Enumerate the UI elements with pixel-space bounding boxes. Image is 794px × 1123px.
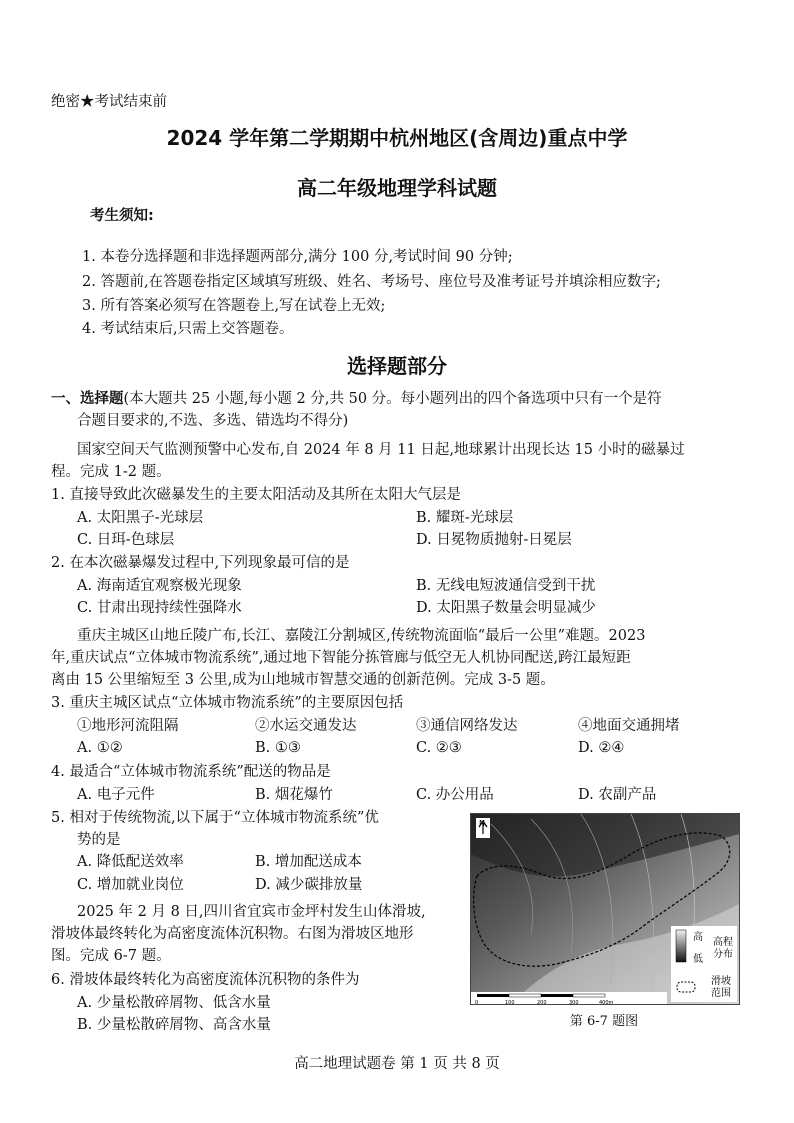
confidential-mark: 绝密★考试结束前 [51,94,167,110]
option-c: C. ②③ [416,740,462,756]
legend-elevation-2: 分布 [713,949,733,960]
option-c: C. 增加就业岗位 [77,877,184,893]
question-stem: 6. 滑坡体最终转化为高密度流体沉积物的条件为 [51,972,360,988]
option-a: A. ①② [77,740,123,756]
option-a: A. 少量松散碎屑物、低含水量 [77,995,271,1011]
part-desc-cont: 合题目要求的,不选、多选、错选均不得分) [77,413,349,429]
notice-heading: 考生须知: [90,208,154,224]
passage-text: 2025 年 2 月 8 日,四川省宜宾市金坪村发生山体滑坡, [77,904,426,920]
option-c: C. 甘肃出现持续性强降水 [77,600,242,616]
option-b: B. 耀斑-光球层 [416,510,514,526]
notice-item: 1. 本卷分选择题和非选择题两部分,满分 100 分,考试时间 90 分钟; [82,249,513,265]
legend-elevation: 高程 [713,937,733,948]
option-a: A. 电子元件 [77,787,155,803]
statement-2: ②水运交通发达 [255,718,357,734]
question-stem: 5. 相对于传统物流,以下属于“立体城市物流系统”优 [51,810,379,826]
statement-1: ①地形河流阻隔 [77,718,179,734]
part-desc: (本大题共 25 小题,每小题 2 分,共 50 分。每小题列出的四个备选项中只有一个是符 [123,391,662,407]
north-label: N [479,819,485,828]
exam-subtitle: 高二年级地理学科试题 [297,176,497,200]
option-b: B. 增加配送成本 [255,854,362,870]
question-stem: 2. 在本次磁暴爆发过程中,下列现象最可信的是 [51,555,350,571]
option-b: B. 烟花爆竹 [255,787,333,803]
legend-high: 高 [693,932,703,943]
landslide-terrain-map [470,813,740,1005]
terrain-image [471,814,739,1004]
notice-item: 3. 所有答案必须写在答题卷上,写在试卷上无效; [82,298,386,314]
passage-text: 国家空间天气监测预警中心发布,自 2024 年 8 月 11 日起,地球累计出现长达 15 小时的磁暴过 [77,442,685,458]
page-footer: 高二地理试题卷 第 1 页 共 8 页 [294,1056,500,1072]
option-b: B. ①③ [255,740,301,756]
question-stem: 1. 直接导致此次磁暴发生的主要太阳活动及其所在太阳大气层是 [51,487,461,503]
passage-text: 重庆主城区山地丘陵广布,长江、嘉陵江分割城区,传统物流面临“最后一公里”难题。2023 [77,628,646,644]
option-d: D. 太阳黑子数量会明显减少 [416,600,596,616]
scale-label: 100 [505,1000,515,1004]
passage-text: 程。完成 1-2 题。 [51,464,171,480]
question-stem-cont: 势的是 [77,832,121,848]
notice-item: 2. 答题前,在答题卷指定区域填写班级、姓名、考场号、座位号及准考证号并填涂相应数字; [82,274,661,290]
statement-3: ③通信网络发达 [416,718,518,734]
section-title: 选择题部分 [347,354,447,378]
scale-label: 300 [569,1000,579,1004]
legend-landslide: 滑坡 [711,976,731,987]
part-label: 一、选择题 [51,391,124,407]
scale-label: 400m [599,1000,614,1004]
question-stem: 4. 最适合“立体城市物流系统”配送的物品是 [51,764,331,780]
option-d: D. 减少碳排放量 [255,877,363,893]
scale-bar [477,994,605,997]
question-stem: 3. 重庆主城区试点“立体城市物流系统”的主要原因包括 [51,695,404,711]
exam-title: 2024 学年第二学期期中杭州地区(含周边)重点中学 [166,126,628,150]
legend-low: 低 [693,954,703,965]
legend-range: 范围 [711,988,731,999]
option-d: D. ②④ [578,740,625,756]
option-c: C. 日珥-色球层 [77,532,175,548]
figure-caption: 第 6-7 题图 [569,1014,639,1029]
option-a: A. 太阳黑子-光球层 [77,510,204,526]
option-d: D. 农副产品 [578,787,657,803]
option-a: A. 海南适宜观察极光现象 [77,578,242,594]
part-instructions [51,389,662,409]
notice-item: 4. 考试结束后,只需上交答题卷。 [82,321,294,337]
elevation-color-bar [676,930,686,962]
option-c: C. 办公用品 [416,787,494,803]
option-b: B. 少量松散碎屑物、高含水量 [77,1017,271,1033]
statement-4: ④地面交通拥堵 [578,718,680,734]
option-a: A. 降低配送效率 [77,854,184,870]
scale-label: 0 [475,1000,479,1004]
passage-text: 年,重庆试点“立体城市物流系统”,通过地下智能分拣管廊与低空无人机协同配送,跨江最短距 [51,650,631,666]
passage-text: 滑坡体最终转化为高密度流体沉积物。右图为滑坡区地形 [51,926,414,942]
option-d: D. 日冕物质抛射-日冕层 [416,532,572,548]
passage-text: 图。完成 6-7 题。 [51,948,171,964]
passage-text: 离由 15 公里缩短至 3 公里,成为山地城市智慧交通的创新范例。完成 3-5 题。 [51,672,555,688]
scale-label: 200 [537,1000,547,1004]
option-b: B. 无线电短波通信受到干扰 [416,578,596,594]
